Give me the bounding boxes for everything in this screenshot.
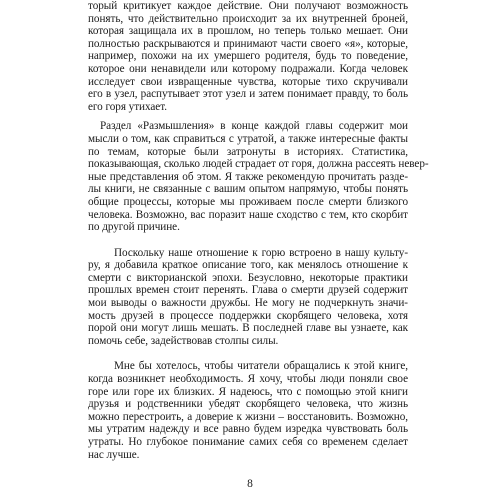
- text-line: его в узел, распутывает этот узел и затем понимает правду, то боль: [88, 88, 408, 101]
- text-line: исследует свои извращенные чувства, которые тихо скручивали: [88, 75, 408, 88]
- text-line: которая защищала их в прошлом, но теперь только мешает. Они: [88, 25, 408, 38]
- paragraph: [88, 360, 408, 461]
- text-line: друзья и родственники убедят скорбящего человека, что жизнь: [88, 398, 408, 411]
- text-line: человека. Возможно, вас поразит наше сходство с тем, кто скорбит: [88, 208, 408, 221]
- text-line: Раздел «Размышления» в конце каждой главы содержит мои: [100, 120, 408, 133]
- text-line: по темам, которые были затронуты в историях. Статистика,: [88, 145, 408, 158]
- text-line: когда возникнет необходимость. Я хочу, чтобы люди поняли свое: [88, 373, 408, 386]
- text-line: например, похожи на их умершего родителя, будь то поведение,: [88, 50, 408, 63]
- text-line: общие процессы, которые мы проживаем после смерти близкого: [88, 195, 408, 208]
- text-line: лы книги, не связанные с вашим опытом напрямую, чтобы понять: [88, 183, 408, 196]
- text-line: его горя утихает.: [88, 100, 167, 113]
- paragraph: [88, 120, 429, 234]
- text-line: показывающая, сколько людей страдает от горя, должна рассеять невер-: [88, 158, 429, 171]
- text-line: Мне бы хотелось, чтобы читатели обращались к этой книге,: [114, 360, 408, 373]
- paragraph: [88, 247, 408, 348]
- text-line: утраты. Но глубокое понимание самих себя со временем сделает: [88, 436, 408, 448]
- text-line: понять, что действительно происходит за их внутренней броней,: [88, 12, 408, 25]
- text-line: мысли о том, как справиться с утратой, а также интересные факты: [88, 132, 408, 145]
- text-line: нас лучше.: [88, 448, 140, 461]
- text-line: ные представления об этом. Я также рекомендую прочитать разде-: [88, 170, 408, 183]
- paragraph: [88, 0, 408, 113]
- page-body: [88, 0, 429, 461]
- text-line: полностью раскрываются и принимают части своего «я», которые,: [88, 37, 408, 50]
- text-line: помочь себе, задействовав столпы силы.: [88, 334, 279, 347]
- text-line: можно перестроить, а доверие к жизни – восстановить. Возможно,: [88, 410, 408, 423]
- text-line: мои выводы о важности дружбы. Не могу не подчеркнуть значи-: [88, 297, 408, 310]
- text-line: которое они ненавидели или которому подражали. Когда человек: [88, 62, 408, 75]
- text-line: мы утратим надежду и все равно будем изредка чувствовать боль: [88, 423, 408, 436]
- text-line: смерти с викторианской эпохи. Безусловно, некоторые практики: [88, 271, 408, 284]
- text-line: Поскольку наше отношение к горю встроено в нашу культу-: [114, 246, 408, 259]
- text-line: прошлых времен стоит перенять. Глава о смерти друзей содержит: [88, 284, 408, 297]
- text-line: горе или горе их близких. Я надеюсь, что с помощью этой книги: [88, 385, 408, 398]
- text-line: мость друзей в процессе поддержки скорбящего человека, хотя: [88, 309, 408, 322]
- page-number: 8: [247, 478, 253, 490]
- text-line: по другой причине.: [88, 221, 180, 234]
- text-line: порой они могут лишь мешать. В последней главе вы узнаете, как: [88, 322, 408, 335]
- text-line: торый критикует каждое действие. Они получают возможность: [88, 0, 408, 12]
- text-line: ру, я добавила краткое описание того, как менялось отношение к: [88, 259, 408, 272]
